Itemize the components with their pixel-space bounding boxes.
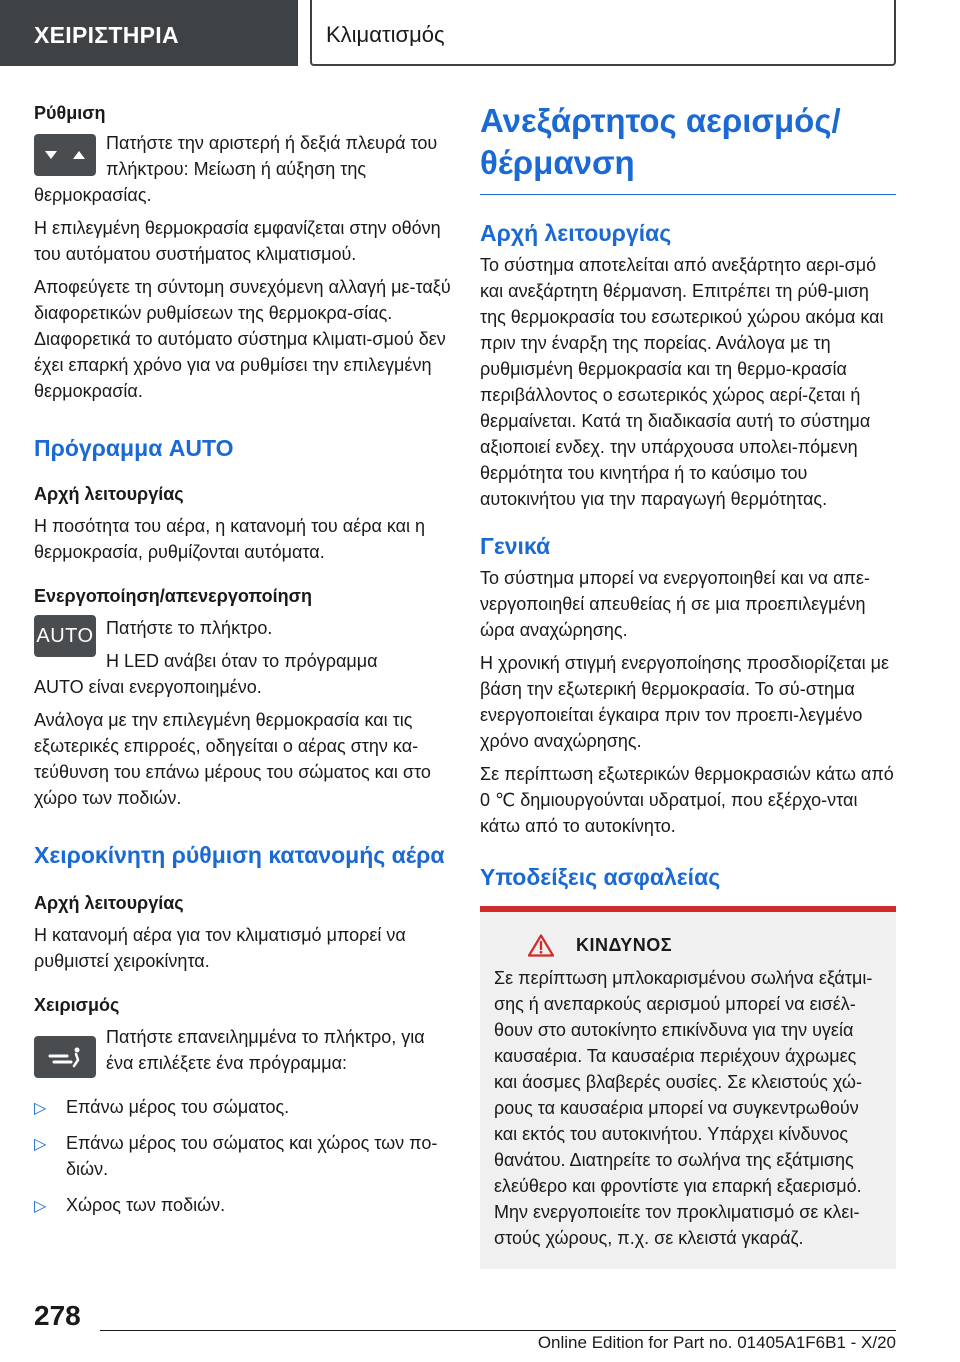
general-paragraph-2: Η χρονική στιγμή ενεργοποίησης προσδιορίζεται με βάση την εξωτερική θερμοκρασία. Το σύ-στημα ενεργοποιείται έγκαιρα πριν τον προεπι-λεγμένο χρόνο αναχώρησης. (480, 653, 889, 751)
right-column (480, 100, 896, 1269)
adjust-button-text: Πατήστε την αριστερή ή δεξιά πλευρά του πλήκτρου: Μείωση ή αύξηση της (106, 133, 438, 179)
general-heading: Γενικά (480, 533, 551, 559)
temperature-button[interactable] (34, 134, 96, 176)
auto-press-text: Πατήστε το πλήκτρο. (106, 618, 273, 638)
manual-principle-label: Αρχή λειτουργίας (34, 893, 184, 913)
air-distribution-button[interactable] (34, 1036, 96, 1078)
auto-row (34, 615, 452, 674)
warning-text: Σε περίπτωση μπλοκαρισμένου σωλήνα εξάτμι-σης ή ανεπαρκούς αερισμού μπορεί να εισέλ-θουν στο αυτοκίνητο επικίνδυνα για την υγεία καυσαέρια. Τα καυσαέρια περιέχουν άχρωμες και άοσμες βλαβερές ουσίες. Σε κλειστούς χώ-ρους τα καυσαέρια μπορεί να συγκεντρωθούν και εκτός του αυτοκινήτου. Υπάρχει κίνδυνος θανάτου. Διατηρείτε το σωλήνα της εξάτμισης ελεύθερο και φροντίστε για επαρκή εξαερισμό. Μην ενεργοποιείτε τον προκλιματισμό σε κλει-στούς χώρους, π.χ. σε κλειστά γκαράζ. (494, 968, 873, 1248)
edition-note: Online Edition for Part no. 01405A1F6B1 - X/20 (537, 1333, 896, 1352)
triangle-bullet-icon: ▷ (34, 1100, 47, 1117)
air-distribution-icon (34, 1036, 96, 1078)
warning-triangle-icon (528, 934, 554, 957)
operation-button-text: Πατήστε επανειλημμένα το πλήκτρο, για ένα επιλέξετε ένα πρόγραμμα: (106, 1027, 425, 1073)
list-item-text: Επάνω μέρος του σώματος και χώρος των πο-διών. (66, 1133, 438, 1179)
footer-divider (100, 1330, 896, 1331)
principle-text: Το σύστημα αποτελείται από ανεξάρτητο αερι-σμό και ανεξάρτητη θέρμανση. Επιτρέπει τη ρύθ-μιση της θερμοκρασία του εσωτερικού χώρου ακόμα και πριν την έναρξη της πορείας. Ανάλογα με τη ρυθμισμένη θερμοκρασία και τη θερμο-κρασία περιβάλλοντος ο εσωτερικός χώρος αερί-ζεται ή θερμαίνεται. Κατά τη διαδικασία αυτή το σύστημα αξιοποιεί ενδεχ. την υπάρχουσα υπολει-πόμενη θερμότητα του κινητήρα ή το καύσιμο του αυτοκινήτου για την παραγωγή θερμότητας. (480, 255, 884, 509)
heading-divider (480, 194, 896, 195)
auto-principle-text: Η ποσότητα του αέρα, η κατανομή του αέρα και η θερμοκρασία, ρυθμίζονται αυτόματα. (34, 516, 426, 562)
adjust-paragraph-3: Αποφεύγετε τη σύντομη συνεχόμενη αλλαγή με-ταξύ διαφορετικών ρυθμίσεων της θερμοκρα-σίας. Διαφορετικά το αυτόματο σύστημα κλιματι-σμού δεν έχει επαρκή χρόνο για να ρυθμίσει την επιλεγμένη θερμοκρασία. (34, 277, 451, 401)
adjust-row (34, 130, 452, 182)
auto-button-label: AUTO (36, 624, 94, 647)
operation-label: Χειρισμός (34, 995, 120, 1015)
left-column (34, 100, 452, 1228)
general-paragraph-3: Σε περίπτωση εξωτερικών θερμοκρασιών κάτω από 0 ℃ δημιουργούνται υδρατμοί, που εξέρχο-νται κάτω από το αυτοκίνητο. (480, 764, 894, 836)
list-item (34, 1130, 452, 1182)
manual-principle-text: Η κατανομή αέρα για τον κλιματισμό μπορεί να ρυθμιστεί χειροκίνητα. (34, 925, 406, 971)
list-item-text: Επάνω μέρος του σώματος. (66, 1097, 290, 1117)
auto-toggle-label: Ενεργοποίηση/απενεργοποίηση (34, 586, 312, 606)
general-paragraph-1: Το σύστημα μπορεί να ενεργοποιηθεί και να απε-νεργοποιηθεί απευθείας ή σε μια προεπιλεγμένη ώρα αναχώρησης. (480, 568, 870, 640)
list-item (34, 1094, 452, 1120)
warning-title-row (494, 934, 882, 957)
auto-heading: Πρόγραμμα AUTO (34, 435, 234, 461)
operation-row (34, 1024, 452, 1080)
adjust-heading: Ρύθμιση (34, 103, 106, 123)
auto-button[interactable] (34, 615, 96, 657)
adjust-continued: θερμοκρασίας. (34, 185, 152, 205)
triangle-bullet-icon: ▷ (34, 1198, 47, 1215)
list-item-text: Χώρος των ποδιών. (66, 1195, 226, 1215)
triangle-bullet-icon: ▷ (34, 1136, 47, 1153)
danger-warning-box (480, 906, 896, 1269)
up-down-arrows-icon (34, 134, 96, 176)
main-heading: Ανεξάρτητος αερισμός/θέρμανση (480, 102, 841, 181)
safety-heading: Υποδείξεις ασφαλείας (480, 864, 721, 890)
page-number: 278 (34, 1300, 81, 1331)
chapter-title: Κλιματισμός (310, 0, 896, 66)
list-item (34, 1192, 452, 1218)
section-tab: ΧΕΙΡΙΣΤΗΡΙΑ (0, 0, 298, 66)
adjust-paragraph-2: Η επιλεγμένη θερμοκρασία εμφανίζεται στην οθόνη του αυτόματου συστήματος κλιματισμού. (34, 218, 441, 264)
manual-heading: Χειροκίνητη ρύθμιση κατανομής αέρα (34, 842, 445, 868)
warning-title: ΚΙΝΔΥΝΟΣ (576, 935, 673, 955)
auto-led-text-b: AUTO είναι ενεργοποιημένο. (34, 677, 262, 697)
auto-paragraph-3: Ανάλογα με την επιλεγμένη θερμοκρασία και τις εξωτερικές επιρροές, οδηγείται ο αέρας στην κα-τεύθυνση του επάνω μέρους του σώματος και στο χώρο των ποδιών. (34, 710, 431, 808)
principle-heading: Αρχή λειτουργίας (480, 220, 672, 246)
auto-principle-label: Αρχή λειτουργίας (34, 484, 184, 504)
auto-led-text-a: Η LED ανάβει όταν το πρόγραμμα (106, 651, 378, 671)
